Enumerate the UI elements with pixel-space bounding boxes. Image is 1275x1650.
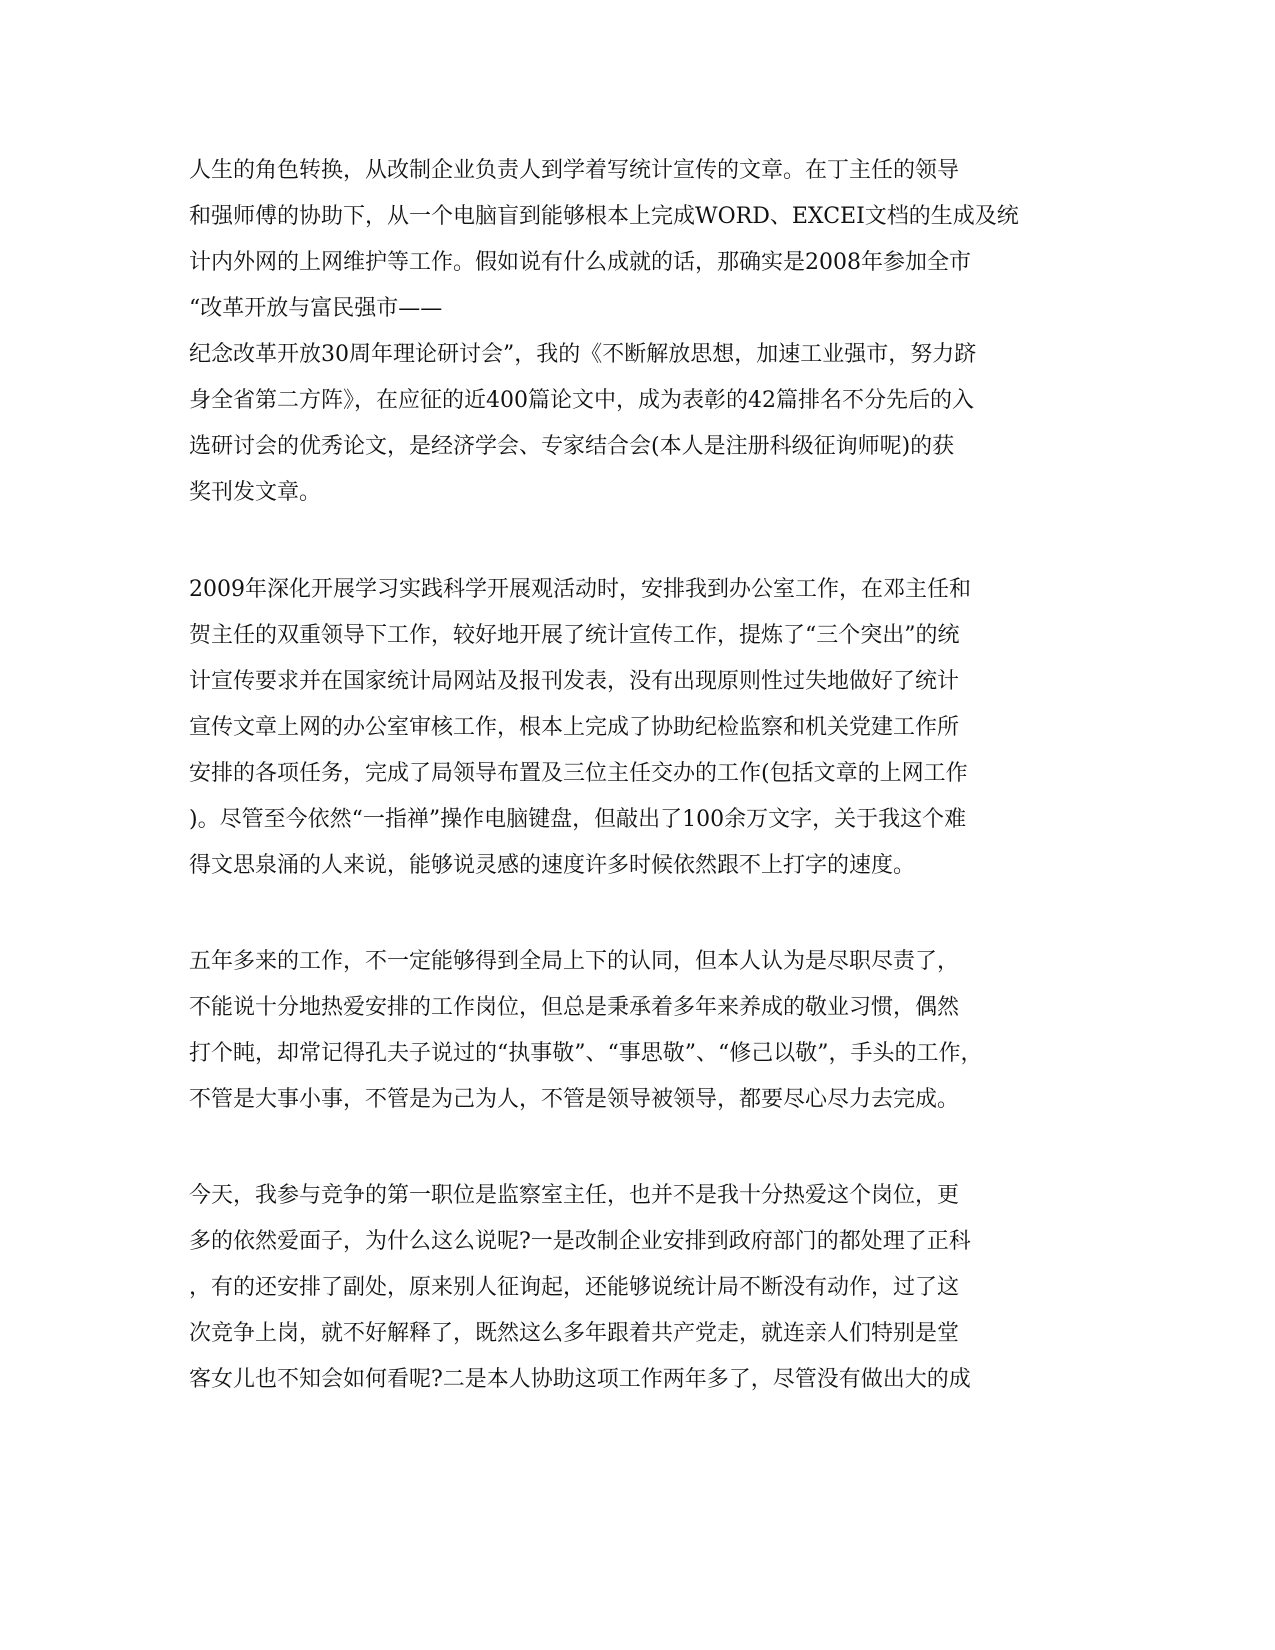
paragraph-2-line-3: 计宣传要求并在国家统计局网站及报刊发表，没有出现原则性过失地做好了统计 xyxy=(189,669,960,694)
paragraph-2-line-1: 2009年深化开展学习实践科学开展观活动时，安排我到办公室工作，在邓主任和 xyxy=(189,577,971,602)
paragraph-1-line-1: 人生的角色转换，从改制企业负责人到学着写统计宣传的文章。在丁主任的领导 xyxy=(189,158,960,183)
paragraph-1-line-8: 奖刊发文章。 xyxy=(189,480,322,505)
paragraph-4-line-5: 客女儿也不知会如何看呢?二是本人协助这项工作两年多了，尽管没有做出大的成 xyxy=(189,1367,971,1392)
paragraph-3-line-3: 打个盹，却常记得孔夫子说过的“执事敬”、“事思敬”、“修己以敬”，手头的工作， xyxy=(189,1041,983,1066)
paragraph-4-line-4: 次竞争上岗，就不好解释了，既然这么多年跟着共产党走，就连亲人们特别是堂 xyxy=(189,1321,960,1346)
paragraph-1-line-5: 纪念改革开放30周年理论研讨会”，我的《不断解放思想，加速工业强市，努力跻 xyxy=(189,342,977,367)
paragraph-2-line-4: 宣传文章上网的办公室审核工作，根本上完成了协助纪检监察和机关党建工作所 xyxy=(189,715,960,740)
paragraph-4-line-2: 多的依然爱面子，为什么这么说呢?一是改制企业安排到政府部门的都处理了正科 xyxy=(189,1229,971,1254)
paragraph-3-line-4: 不管是大事小事，不管是为己为人，不管是领导被领导，都要尽心尽力去完成。 xyxy=(189,1087,960,1112)
paragraph-1-line-6: 身全省第二方阵》，在应征的近400篇论文中，成为表彰的42篇排名不分先后的入 xyxy=(189,388,974,413)
paragraph-3-line-1: 五年多来的工作，不一定能够得到全局上下的认同，但本人认为是尽职尽责了， xyxy=(189,949,960,974)
paragraph-2-line-5: 安排的各项任务，完成了局领导布置及三位主任交办的工作(包括文章的上网工作 xyxy=(189,761,968,786)
paragraph-1-line-2: 和强师傅的协助下，从一个电脑盲到能够根本上完成WORD、EXCEI文档的生成及统 xyxy=(189,204,1019,229)
paragraph-1-line-3: 计内外网的上网维护等工作。假如说有什么成就的话，那确实是2008年参加全市 xyxy=(189,250,971,275)
paragraph-4-line-3: ，有的还安排了副处，原来别人征询起，还能够说统计局不断没有动作，过了这 xyxy=(189,1275,960,1300)
paragraph-2-line-2: 贺主任的双重领导下工作，较好地开展了统计宣传工作，提炼了“三个突出”的统 xyxy=(189,623,960,648)
paragraph-2-line-6: )。尽管至今依然“一指禅”操作电脑键盘，但敲出了100余万文字，关于我这个难 xyxy=(189,807,967,832)
paragraph-1-line-7: 选研讨会的优秀论文，是经济学会、专家结合会(本人是注册科级征询师呢)的获 xyxy=(189,434,955,459)
paragraph-4-line-1: 今天，我参与竞争的第一职位是监察室主任，也并不是我十分热爱这个岗位，更 xyxy=(189,1183,960,1208)
paragraph-3-line-2: 不能说十分地热爱安排的工作岗位，但总是秉承着多年来养成的敬业习惯，偶然 xyxy=(189,995,960,1020)
paragraph-1-line-4: “改革开放与富民强市—— xyxy=(189,296,443,321)
paragraph-2-line-7: 得文思泉涌的人来说，能够说灵感的速度许多时候依然跟不上打字的速度。 xyxy=(189,853,916,878)
